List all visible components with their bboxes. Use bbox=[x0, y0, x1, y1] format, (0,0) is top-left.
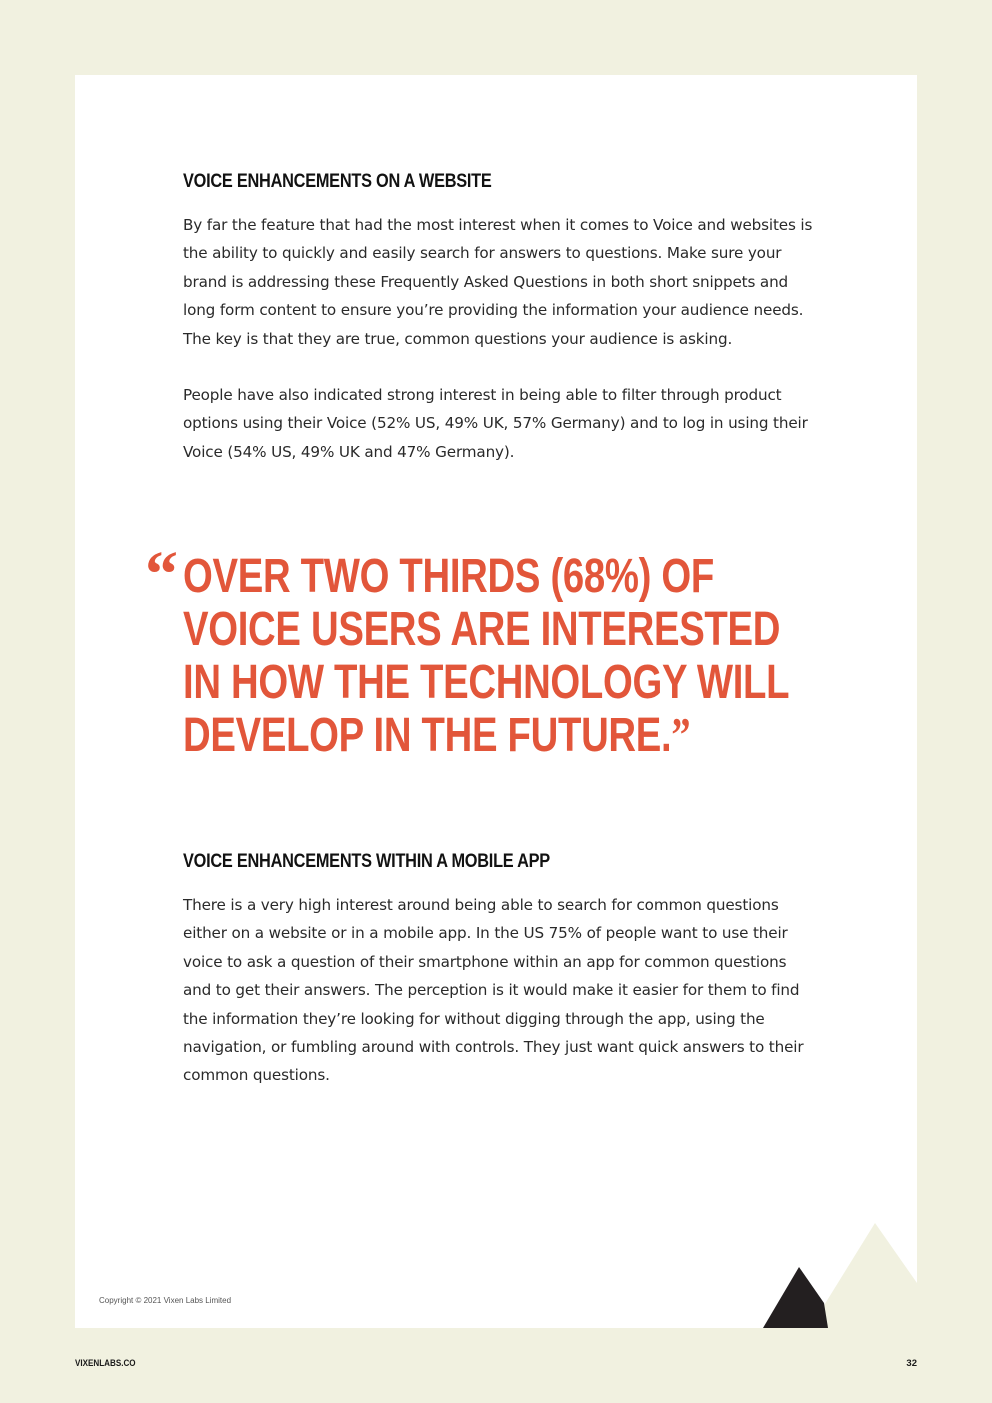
decorative-triangles bbox=[75, 75, 917, 1328]
footer-brand: VIXENLABS.CO bbox=[75, 1358, 136, 1369]
copyright-notice: Copyright © 2021 Vixen Labs Limited bbox=[99, 1296, 232, 1305]
quote-line: IN HOW THE TECHNOLOGY WILL bbox=[183, 655, 790, 709]
quote-line: VOICE USERS ARE INTERESTED bbox=[183, 602, 781, 656]
page-card bbox=[75, 75, 917, 1328]
mobile-section-heading: VOICE ENHANCEMENTS WITHIN A MOBILE APP bbox=[183, 851, 550, 872]
quote-line: OVER TWO THIRDS (68%) OF bbox=[183, 549, 714, 603]
page-number: 32 bbox=[906, 1358, 917, 1369]
quote-last-line-text: DEVELOP IN THE FUTURE. bbox=[183, 708, 672, 762]
light-triangle-shape bbox=[810, 1223, 917, 1328]
mobile-paragraph: There is a very high interest around being able to search for common questions either on a website or in a mobile app. In the US 75% of people want to use their voice to ask a question of their smartphone within an app for common questions and to get their answers. The perception is it would make it easier for them to find the information they’re looking for without digging through the app, using the navigation, or fumbling around with controls. They just want quick answers to their common questions. bbox=[183, 896, 804, 1085]
website-section-heading: VOICE ENHANCEMENTS ON A WEBSITE bbox=[183, 171, 492, 192]
dark-triangle-shape bbox=[763, 1267, 828, 1328]
website-paragraph-1: By far the feature that had the most interest when it comes to Voice and websites is the ability to quickly and easily search for answers to questions. Make sure your brand is addressing these Frequently Asked Questions in both short snippets and long form content to ensure you’re providing the information your audience needs. The key is that they are true, common questions your audience is asking. bbox=[183, 216, 813, 348]
open-quote-mark: “ bbox=[145, 538, 178, 611]
close-quote-mark: ” bbox=[671, 709, 691, 762]
website-paragraph-2: People have also indicated strong interest in being able to filter through product options using their Voice (52% US, 49% UK, 57% Germany) and to log in using their Voice (54% US, 49% UK and 47% Germany). bbox=[183, 386, 808, 461]
